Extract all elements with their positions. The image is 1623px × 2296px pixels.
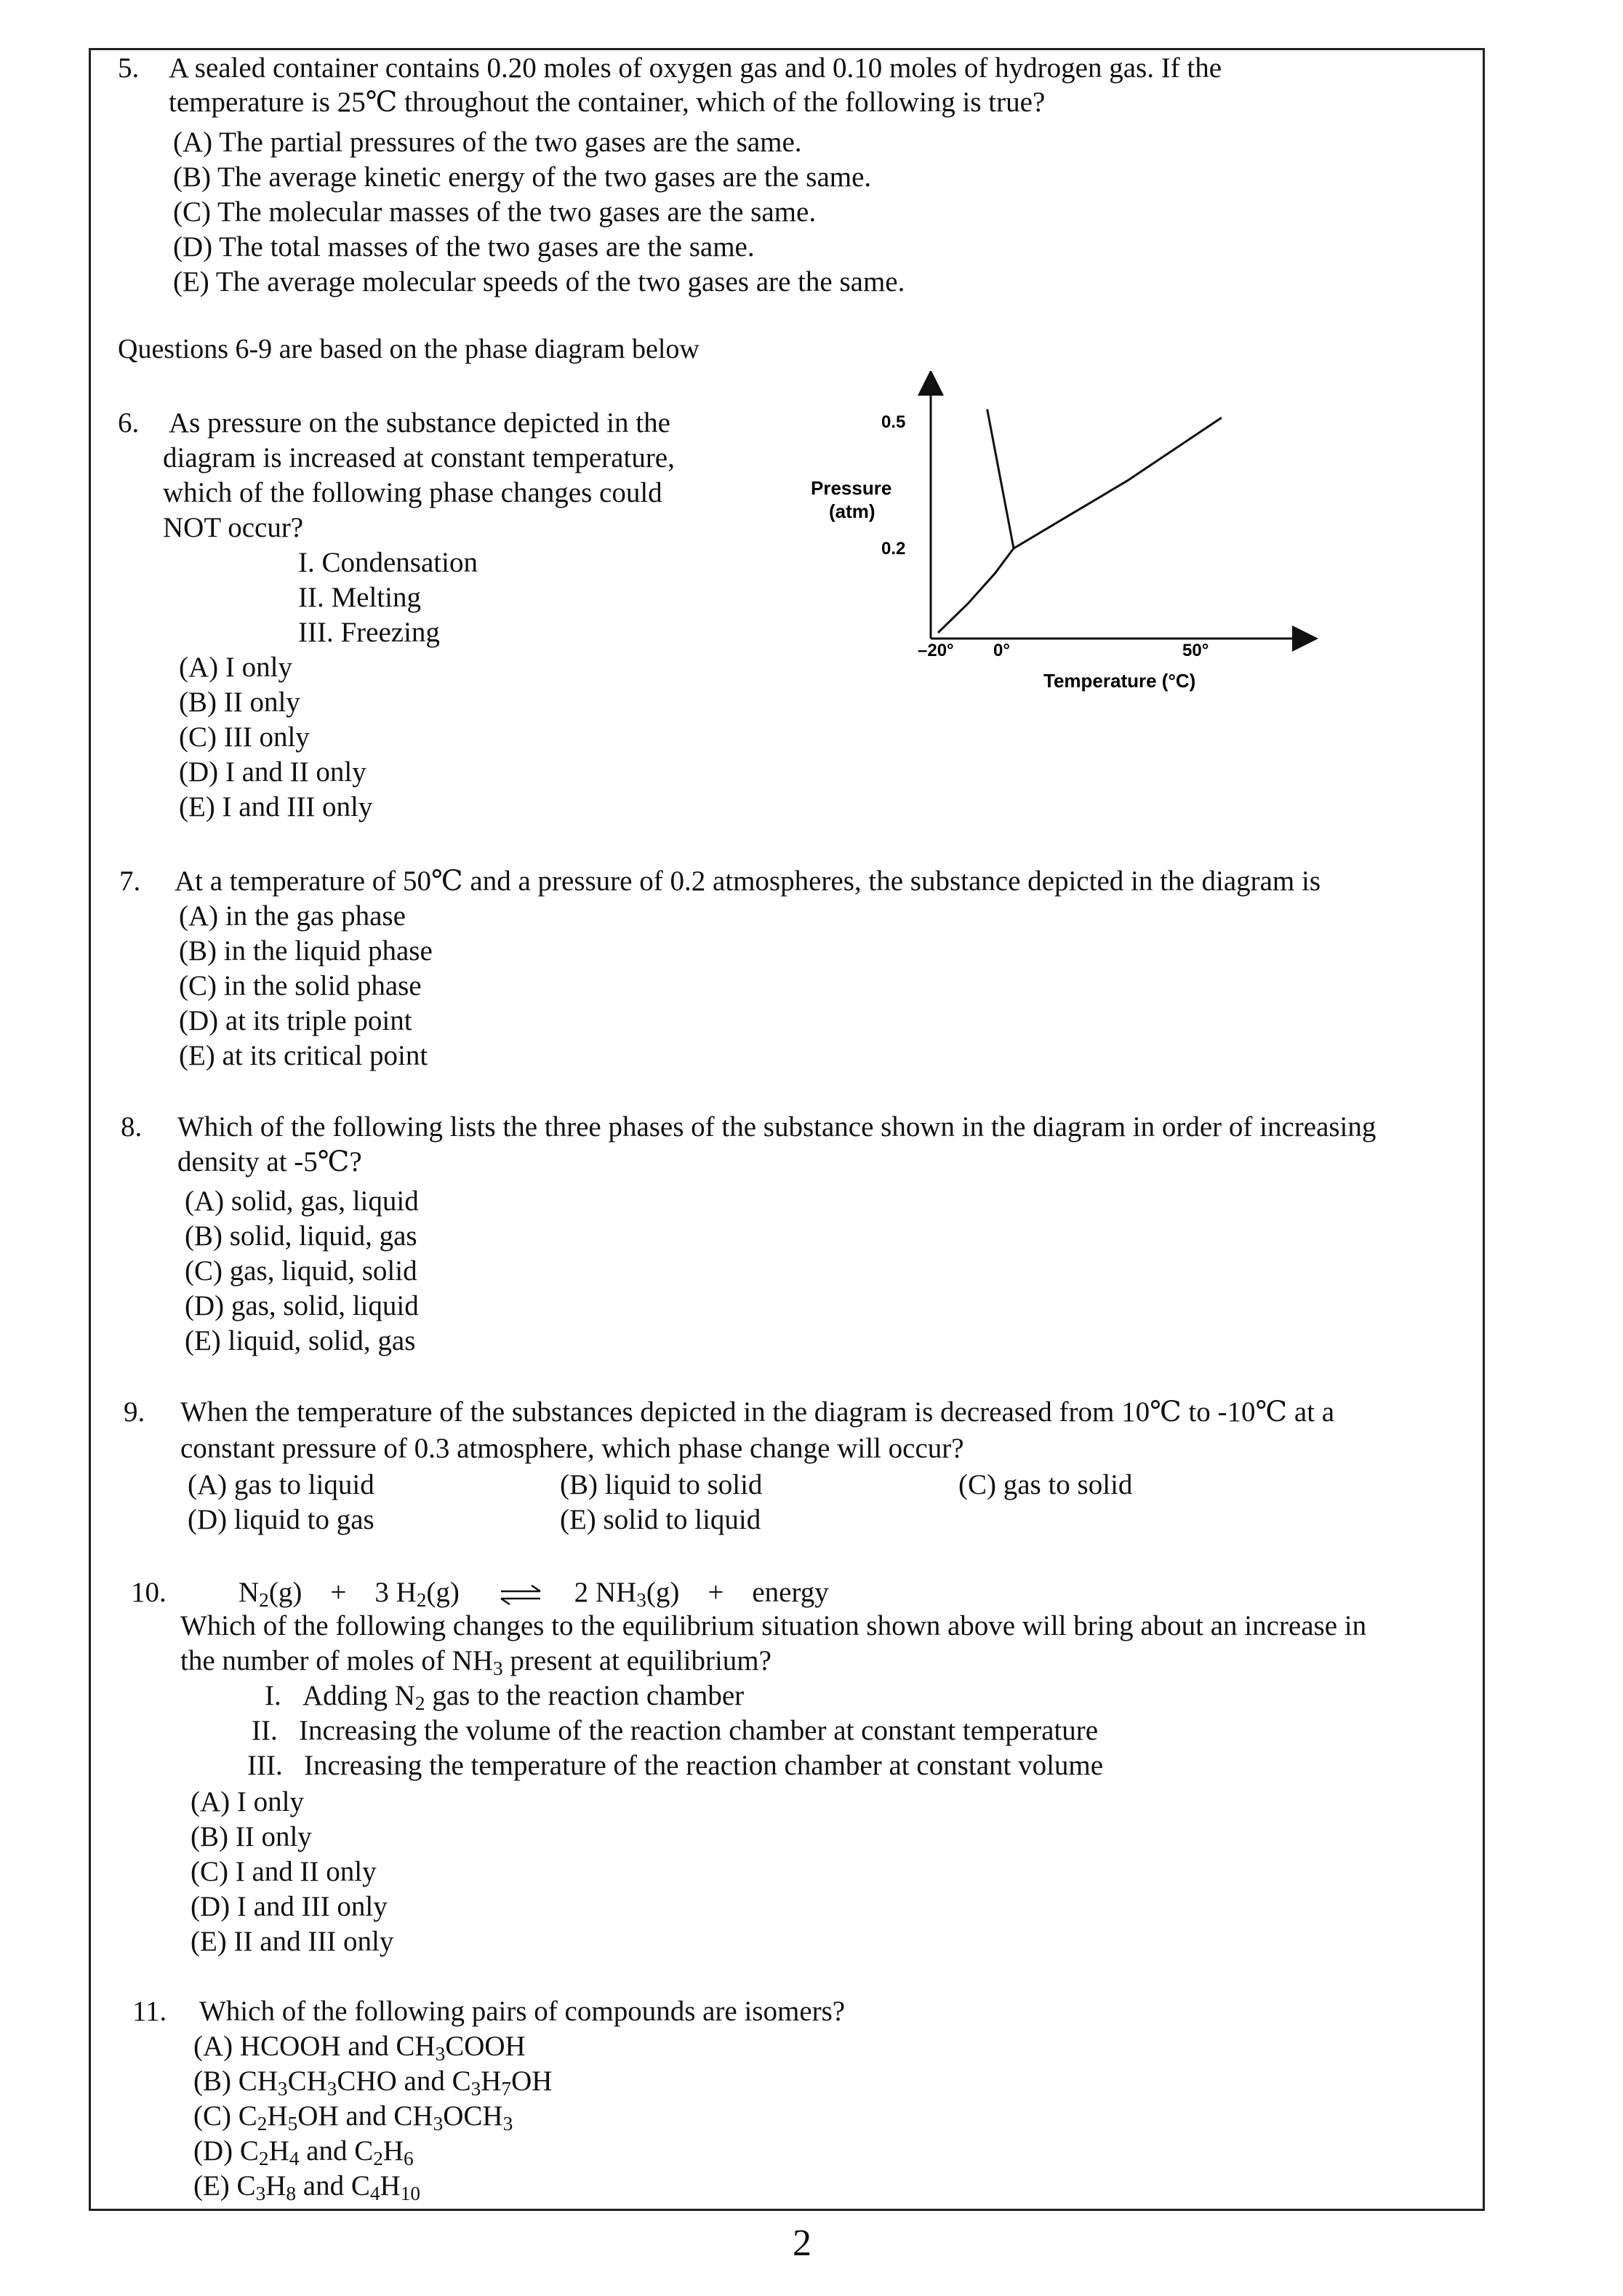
roman-item-2: II. Melting [298,582,421,613]
question-stem: Which of the following pairs of compounds are isomers? [199,1996,846,2027]
option-b: (B) in the liquid phase [179,935,433,967]
option-a: (A) gas to liquid [188,1469,374,1500]
question-stem: Which of the following changes to the equilibrium situation shown above will bring about an increase in [180,1610,1367,1641]
question-stem: At a temperature of 50℃ and a pressure of 0.2 atmospheres, the substance depicted in the diagram is [175,865,1321,897]
option-c: (C) gas, liquid, solid [185,1255,417,1287]
option-e: (E) liquid, solid, gas [185,1325,416,1356]
roman-item-1: I. Adding $N_2$ gas to the reaction chamber [265,1680,745,1714]
question-stem: As pressure on the substance depicted in the [169,407,670,439]
product-nh3: 2 NH [574,1577,637,1608]
option-b: (B) II only [191,1821,312,1852]
y-tick-label: 0.5 [881,412,906,432]
section-heading: Questions 6-9 are based on the phase diagram below [118,334,700,364]
option-c: (C) in the solid phase [179,970,422,1001]
option-e: (E) solid to liquid [560,1504,761,1535]
option-b: (B) $CH_3CH_3CHO$ and $C_3H_7OH$ [193,2065,553,2100]
energy-term: energy [752,1577,829,1608]
option-a: (A) HCOOH and $CH_3COOH$ [193,2031,526,2065]
phase-diagram [771,371,1323,713]
question-number: 9. [124,1396,145,1428]
fusion-curve [987,409,1014,548]
x-tick-label: 0° [993,641,1010,660]
option-d: (D) The total masses of the two gases are the same. [173,231,755,263]
roman-item-3: III. Increasing the temperature of the reaction chamber at constant volume [247,1750,1104,1781]
option-a: (A) solid, gas, liquid [185,1185,419,1217]
question-stem: When the temperature of the substances depicted in the diagram is decreased from 10℃ to -10℃ at a [180,1396,1335,1428]
option-e: (E) I and III only [179,791,373,823]
question-number: 5. [118,52,140,84]
option-a: (A) I only [179,652,292,683]
roman-item-3: III. Freezing [298,617,440,648]
y-axis-label-unit: (atm) [829,500,875,522]
option-d: (D) gas, solid, liquid [185,1290,419,1321]
question-stem: which of the following phase changes could [163,477,662,508]
equation: $N_2(g)$ + 3 $H_2(g)$ 2 $NH_3(g)$ + energy [239,1577,829,1611]
option-c: (C) The molecular masses of the two gases are the same. [173,196,817,228]
option-a: (A) I only [191,1786,304,1817]
option-d: (D) at its triple point [179,1005,412,1036]
option-b: (B) II only [179,687,300,718]
option-a: (A) The partial pressures of the two gases are the same. [173,127,802,158]
sublimation-curve [938,548,1014,633]
question-stem: density at -5℃? [177,1146,362,1177]
question-stem: the number of moles of $NH_3$ present at equilibrium? [180,1645,772,1679]
reactant-n2: N [239,1577,260,1608]
option-c: (C) gas to solid [958,1469,1133,1500]
question-number: 8. [121,1111,143,1143]
question-stem: temperature is 25℃ throughout the container, which of the following is true? [169,87,1046,118]
option-d: (D) liquid to gas [188,1504,374,1535]
question-stem: diagram is increased at constant temperature, [163,442,675,473]
question-stem: Which of the following lists the three phases of the substance shown in the diagram in order of increasing [177,1111,1376,1143]
x-tick-label: 50° [1182,641,1209,660]
question-number: 10. [131,1577,167,1608]
option-e: (E) at its critical point [179,1040,428,1071]
reactant-h2: 3 H [374,1577,417,1608]
page-number: 2 [793,2223,812,2264]
option-c: (C) I and II only [191,1856,377,1887]
vaporization-curve [1014,417,1222,548]
option-d: (D) I and III only [191,1891,388,1922]
option-b: (B) The average kinetic energy of the two gases are the same. [173,161,872,193]
option-b: (B) solid, liquid, gas [185,1220,417,1252]
equilibrium-arrow-icon [495,1583,546,1607]
option-d: (D) $C_2H_4$ and $C_2H_6$ [193,2135,414,2169]
option-a: (A) in the gas phase [179,900,406,932]
option-c: (C) $C_2H_5OH$ and $CH_3OCH_3$ [193,2100,513,2135]
plus-sign: + [330,1577,347,1608]
option-c: (C) III only [179,721,310,753]
question-stem: constant pressure of 0.3 atmosphere, which phase change will occur? [180,1433,964,1464]
x-tick-label: –20° [918,641,954,660]
y-axis-label: Pressure [811,477,892,499]
option-d: (D) I and II only [179,756,366,788]
option-b: (B) liquid to solid [560,1469,763,1500]
question-stem: A sealed container contains 0.20 moles of oxygen gas and 0.10 moles of hydrogen gas. If the [169,52,1222,84]
option-e: (E) The average molecular speeds of the two gases are the same. [173,266,905,297]
y-tick-label: 0.2 [881,539,906,559]
question-number: 7. [119,865,141,897]
question-number: 11. [132,1996,167,2027]
x-axis-label: Temperature (°C) [1043,670,1196,692]
option-e: (E) II and III only [191,1926,394,1957]
question-number: 6. [118,407,140,439]
roman-item-2: II. Increasing the volume of the reaction chamber at constant temperature [252,1715,1099,1746]
option-e: (E) $C_3H_8$ and $C_4H_{10}$ [193,2170,420,2204]
plus-sign: + [708,1577,724,1608]
roman-item-1: I. Condensation [298,547,478,578]
question-stem: NOT occur? [163,512,304,543]
